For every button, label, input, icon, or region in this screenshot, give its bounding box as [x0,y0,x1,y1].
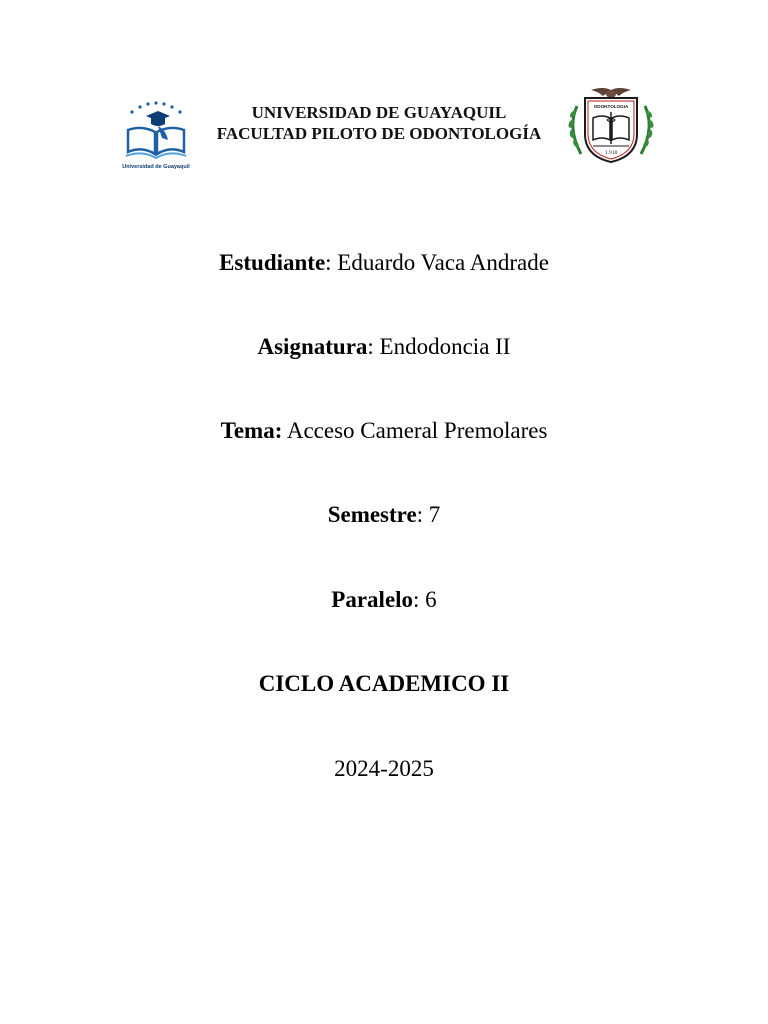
faculty-name: FACULTAD PILOTO DE ODONTOLOGÍA [216,124,542,143]
left-logo-caption: Universidad de Guayaquil [122,164,190,170]
semester-label: Semestre [327,502,417,527]
subject-label: Asignatura [257,334,368,359]
academic-cycle: CICLO ACADEMICO II [258,671,510,696]
student-value: : Eduardo Vaca Andrade [325,250,549,275]
semester-line [0,501,768,529]
crest-year: 1.918 [604,150,618,156]
topic-line [0,417,768,445]
crest-top-text: ODONTOLOGIA [593,104,629,109]
faculty-crest-icon [563,84,659,168]
topic-value: Acceso Cameral Premolares [282,418,548,443]
parallel-value: : 6 [413,587,437,612]
document-header [0,0,768,180]
subject-line [0,333,768,361]
semester-value: : 7 [416,502,441,527]
academic-years: 2024-2025 [334,756,434,781]
subject-value: : Endodoncia II [367,334,511,359]
university-name: UNIVERSIDAD DE GUAYAQUIL [251,103,507,122]
topic-label: Tema: [220,418,283,443]
student-line [0,249,768,277]
parallel-line [0,586,768,614]
parallel-label: Paralelo [331,587,414,612]
university-logo-icon [120,100,192,172]
student-label: Estudiante [219,250,326,275]
institution-heading [195,102,563,144]
